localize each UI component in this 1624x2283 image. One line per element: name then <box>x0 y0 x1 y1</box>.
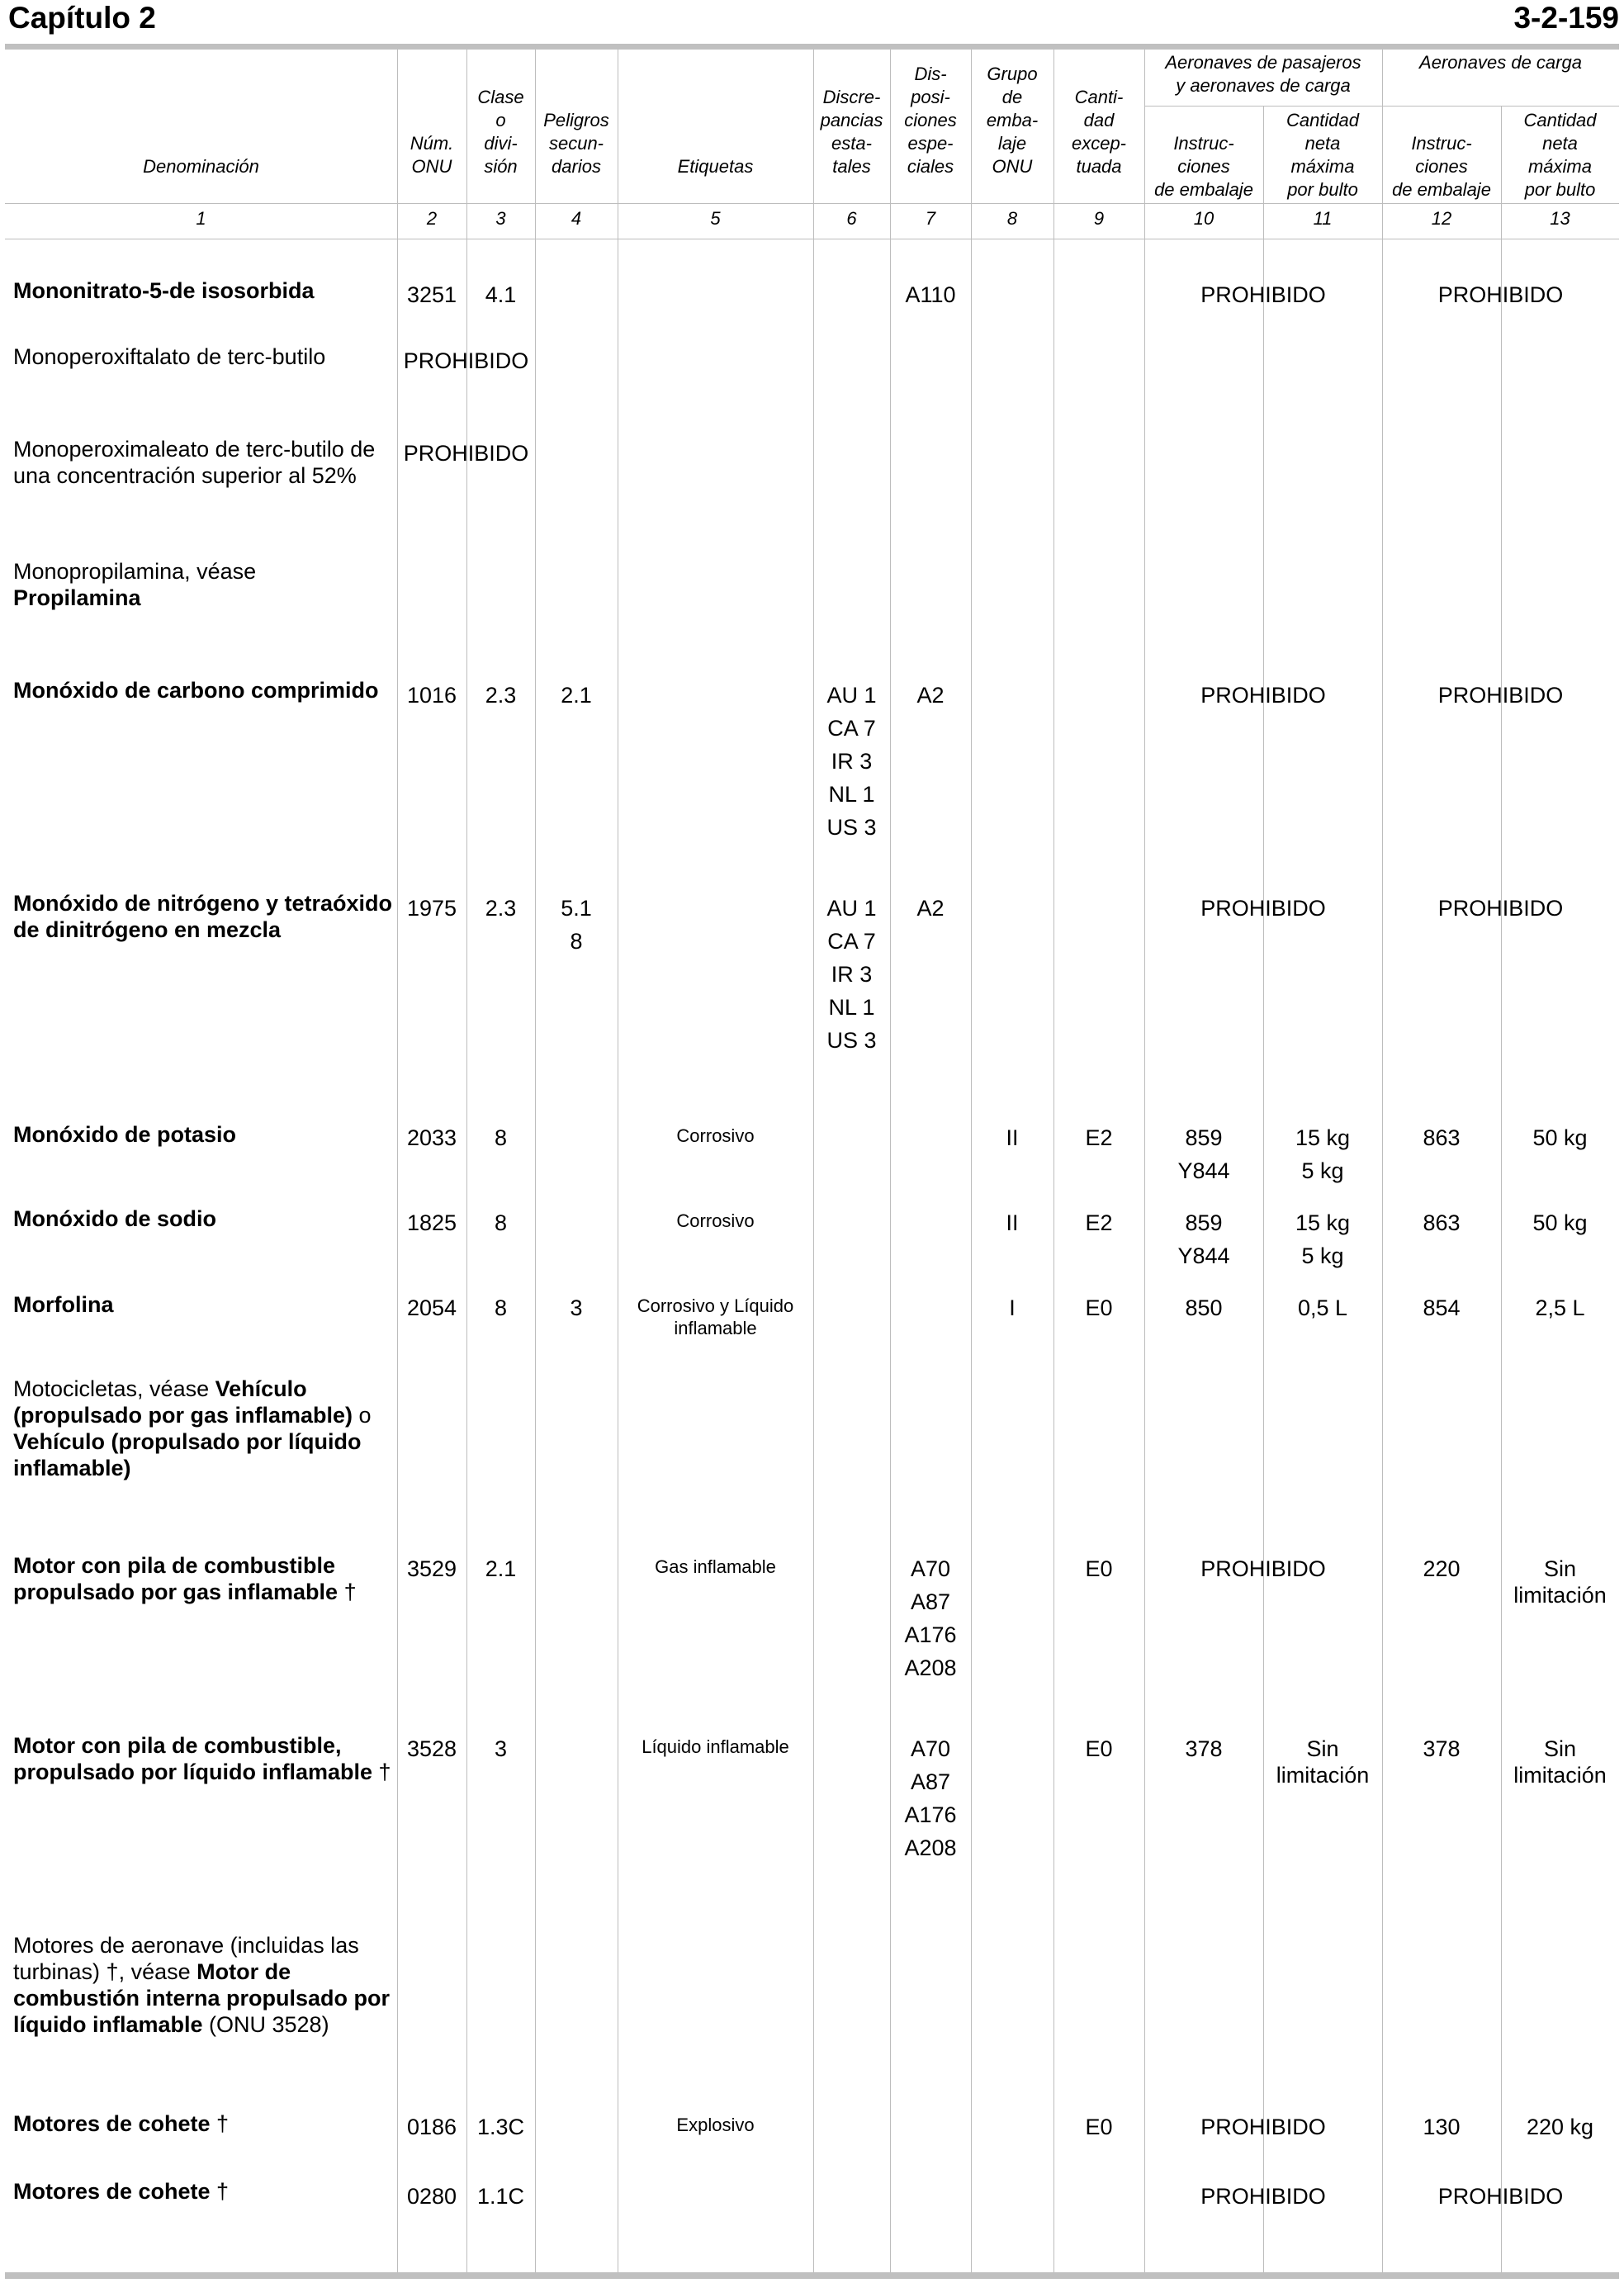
state-variations: AU 1 CA 7 IR 3 NL 1 US 3 <box>826 683 877 840</box>
cargo-instruction: 130 <box>1423 2115 1461 2139</box>
un-number: 0186 <box>406 2115 457 2139</box>
entry-name: Motores de cohete † <box>13 2179 230 2204</box>
hazard-label: Líquido inflamable <box>642 1736 789 1757</box>
col-header-pax-instructions: Instruc- ciones de embalaje <box>1154 133 1253 200</box>
pax-instruction: 378 <box>1185 1736 1223 1761</box>
entry-name: Monóxido de sodio <box>13 1206 216 1231</box>
packing-group: II <box>1006 1125 1019 1150</box>
page-number: 3-2-159 <box>1513 1 1619 35</box>
grid-line <box>1144 106 1619 107</box>
class-division: 4.1 <box>485 282 517 307</box>
col-header-special-provisions: Dis- posi- ciones espe- ciales <box>904 64 957 177</box>
class-division: 2.1 <box>485 1556 517 1581</box>
entry-name: Monóxido de carbono comprimido <box>13 678 379 703</box>
col-number: 3 <box>495 208 506 229</box>
un-number: 1825 <box>406 1210 457 1235</box>
entry-name: Morfolina <box>13 1292 114 1317</box>
col-number: 2 <box>426 208 438 229</box>
passenger-status: PROHIBIDO <box>1200 282 1326 307</box>
special-provisions: A2 <box>916 683 945 708</box>
entry-name: Motor con pila de combustible, propulsado por líquido inflamable † <box>13 1733 391 1784</box>
bottom-rule <box>5 2272 1619 2279</box>
grid-line <box>890 50 891 2272</box>
col-header-un-number: Núm. ONU <box>410 133 454 177</box>
entry-name: Monoperoximaleato de terc-butilo de una concentración superior al 52% <box>13 437 376 488</box>
class-division: 8 <box>494 1125 508 1150</box>
hazard-label: Gas inflamable <box>655 1556 776 1577</box>
col-header-cargo-quantity: Cantidad neta máxima por bulto <box>1523 110 1597 200</box>
hazard-label: Corrosivo <box>676 1210 755 1231</box>
entry-name: Motores de aeronave (incluidas las turbinas) †, véase Motor de combustión interna propulsado por líquido inflamable (ONU 3528) <box>13 1933 391 2037</box>
entry-name: Monóxido de nitrógeno y tetraóxido de dinitrógeno en mezcla <box>13 891 392 942</box>
pax-instruction: 859 Y844 <box>1177 1125 1230 1183</box>
col-header-cargo-aircraft: Aeronaves de carga <box>1419 52 1582 73</box>
pax-instruction: 850 <box>1185 1295 1223 1320</box>
cargo-instruction: 863 <box>1423 1210 1461 1235</box>
class-division: 8 <box>494 1210 508 1235</box>
col-header-denominacion: Denominación <box>143 156 259 177</box>
col-header-cargo-instructions: Instruc- ciones de embalaje <box>1392 133 1491 200</box>
subsidiary-hazard: 3 <box>570 1295 583 1320</box>
col-number: 6 <box>846 208 857 229</box>
un-number: 2033 <box>406 1125 457 1150</box>
class-division: 3 <box>494 1736 508 1761</box>
un-number: 3528 <box>406 1736 457 1761</box>
col-header-passenger-aircraft: Aeronaves de pasajeros y aeronaves de carga <box>1165 52 1361 96</box>
cargo-status: PROHIBIDO <box>1437 683 1564 708</box>
col-number: 7 <box>925 208 936 229</box>
passenger-status: PROHIBIDO <box>1200 2184 1326 2209</box>
col-number: 4 <box>571 208 582 229</box>
col-header-class: Clase o divi- sión <box>477 87 524 177</box>
cargo-quantity: 50 kg <box>1532 1210 1588 1235</box>
passenger-status: PROHIBIDO <box>1200 683 1326 708</box>
cargo-status: PROHIBIDO <box>1437 896 1564 921</box>
col-header-packing-group: Grupo de emba- laje ONU <box>986 64 1039 177</box>
col-number: 8 <box>1006 208 1018 229</box>
col-number: 11 <box>1313 208 1333 229</box>
state-variations: AU 1 CA 7 IR 3 NL 1 US 3 <box>826 896 877 1053</box>
subsidiary-hazard: 5.1 8 <box>561 896 592 954</box>
pax-quantity: 15 kg 5 kg <box>1295 1125 1351 1183</box>
col-number: 5 <box>710 208 721 229</box>
grid-line <box>535 50 536 2272</box>
excepted-quantity: E0 <box>1085 2115 1113 2139</box>
grid-line <box>813 50 814 2272</box>
pax-instruction: 859 Y844 <box>1177 1210 1230 1268</box>
cargo-quantity: 220 kg <box>1526 2115 1594 2139</box>
entry-name: Monoperoxiftalato de terc-butilo <box>13 344 326 369</box>
un-number: 0280 <box>406 2184 457 2209</box>
class-division: 2.3 <box>485 683 517 708</box>
cargo-instruction: 863 <box>1423 1125 1461 1150</box>
hazard-label: Explosivo <box>676 2115 755 2135</box>
pax-quantity: Sin limitación <box>1276 1736 1370 1788</box>
passenger-status: PROHIBIDO <box>1200 2115 1326 2139</box>
col-header-labels: Etiquetas <box>677 156 754 177</box>
cargo-quantity: 50 kg <box>1532 1125 1588 1150</box>
passenger-status: PROHIBIDO <box>1200 1556 1326 1581</box>
special-provisions: A110 <box>905 282 956 307</box>
class-division: 2.3 <box>485 896 517 921</box>
entry-name: Motocicletas, véase Vehículo (propulsado por gas inflamable) o Vehículo (propulsado por líquido inflamable) <box>13 1376 372 1480</box>
grid-line <box>1382 50 1383 2272</box>
excepted-quantity: E0 <box>1085 1736 1113 1761</box>
grid-line <box>397 50 398 2272</box>
cargo-quantity: Sin limitación <box>1513 1556 1607 1608</box>
excepted-quantity: E0 <box>1085 1556 1113 1581</box>
entry-name: Mononitrato-5-de isosorbida <box>13 278 315 303</box>
packing-group: II <box>1006 1210 1019 1235</box>
pax-quantity: 0,5 L <box>1297 1295 1348 1320</box>
forbidden-status: PROHIBIDO <box>403 441 529 466</box>
excepted-quantity: E2 <box>1085 1210 1113 1235</box>
cargo-quantity: Sin limitación <box>1513 1736 1607 1788</box>
col-number: 10 <box>1193 208 1214 229</box>
subsidiary-hazard: 2.1 <box>561 683 592 708</box>
class-division: 8 <box>494 1295 508 1320</box>
entry-name: Motor con pila de combustible propulsado por gas inflamable † <box>13 1553 357 1604</box>
special-provisions: A2 <box>916 896 945 921</box>
col-number: 1 <box>196 208 206 229</box>
col-header-state-variations: Discre- pancias esta- tales <box>820 87 883 177</box>
cargo-quantity: 2,5 L <box>1535 1295 1585 1320</box>
class-division: 1.1C <box>476 2184 525 2209</box>
un-number: 3529 <box>406 1556 457 1581</box>
entry-name: Monopropilamina, véase Propilamina <box>13 559 257 610</box>
grid-line <box>466 50 467 2272</box>
cargo-status: PROHIBIDO <box>1437 2184 1564 2209</box>
passenger-status: PROHIBIDO <box>1200 896 1326 921</box>
special-provisions: A70 A87 A176 A208 <box>904 1556 957 1680</box>
top-rule <box>5 44 1619 50</box>
hazard-label: Corrosivo <box>676 1125 755 1146</box>
col-header-pax-quantity: Cantidad neta máxima por bulto <box>1285 110 1360 200</box>
col-number: 9 <box>1093 208 1105 229</box>
class-division: 1.3C <box>476 2115 525 2139</box>
grid-line <box>1053 50 1054 2272</box>
col-header-subsidiary: Peligros secun- darios <box>543 110 609 177</box>
entry-name: Motores de cohete † <box>13 2111 230 2136</box>
excepted-quantity: E2 <box>1085 1125 1113 1150</box>
cargo-instruction: 378 <box>1423 1736 1461 1761</box>
chapter-title: Capítulo 2 <box>8 1 156 35</box>
special-provisions: A70 A87 A176 A208 <box>904 1736 957 1860</box>
excepted-quantity: E0 <box>1085 1295 1113 1320</box>
grid-line <box>5 203 1619 204</box>
grid-line <box>1263 106 1264 2272</box>
un-number: 3251 <box>406 282 457 307</box>
un-number: 1016 <box>406 683 457 708</box>
un-number: 1975 <box>406 896 457 921</box>
cargo-instruction: 220 <box>1423 1556 1461 1581</box>
col-header-excepted-quantity: Canti- dad excep- tuada <box>1071 87 1127 177</box>
un-number: 2054 <box>406 1295 457 1320</box>
col-number: 13 <box>1550 208 1570 229</box>
grid-line <box>971 50 972 2272</box>
hazard-label: Corrosivo y Líquido inflamable <box>637 1295 794 1338</box>
packing-group: I <box>1009 1295 1016 1320</box>
entry-name: Monóxido de potasio <box>13 1122 236 1147</box>
pax-quantity: 15 kg 5 kg <box>1295 1210 1351 1268</box>
col-number: 12 <box>1431 208 1452 229</box>
cargo-status: PROHIBIDO <box>1437 282 1564 307</box>
grid-line <box>1501 106 1502 2272</box>
cargo-instruction: 854 <box>1423 1295 1461 1320</box>
forbidden-status: PROHIBIDO <box>403 348 529 373</box>
